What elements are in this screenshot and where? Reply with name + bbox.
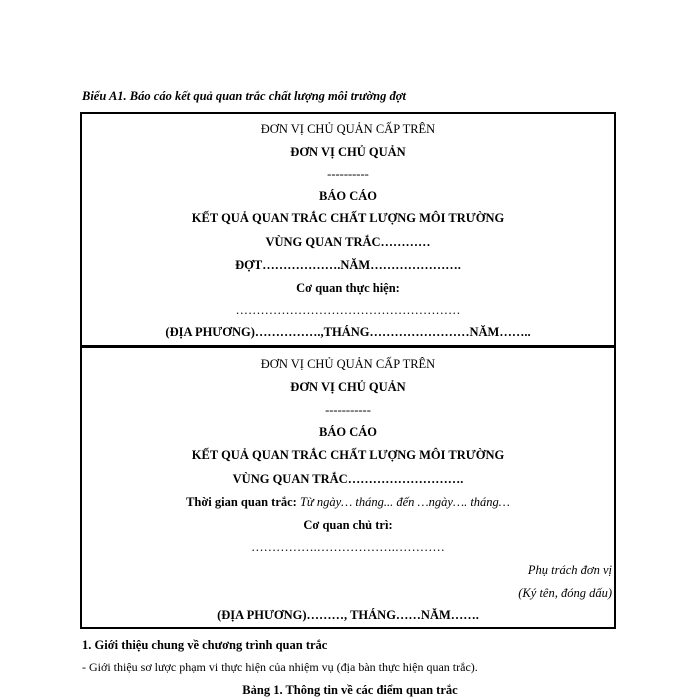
period-year: ĐỢT……………….NĂM…………………. xyxy=(235,258,461,272)
signer-note: (Ký tên, đóng dấu) xyxy=(518,586,612,600)
managing-unit: ĐƠN VỊ CHỦ QUẢN xyxy=(290,380,406,394)
report-title: KẾT QUẢ QUAN TRẮC CHẤT LƯỢNG MÔI TRƯỜNG xyxy=(191,448,505,462)
managing-unit: ĐƠN VỊ CHỦ QUẢN xyxy=(290,145,406,159)
monitoring-time xyxy=(82,494,614,510)
report-label: BÁO CÁO xyxy=(319,189,377,203)
executor-label: Cơ quan thực hiện: xyxy=(296,281,400,295)
place-date: (ĐỊA PHƯƠNG)…………….,THÁNG……………………NĂM…….. xyxy=(165,325,531,339)
section-heading: 1. Giới thiệu chung về chương trình quan trắc xyxy=(82,638,328,652)
report-label: BÁO CÁO xyxy=(319,425,377,439)
lead-agency-label: Cơ quan chủ trì: xyxy=(303,518,393,532)
separator: ----------- xyxy=(325,403,371,417)
monitoring-time-label: Thời gian quan trắc: xyxy=(186,495,297,509)
monitoring-region: VÙNG QUAN TRẮC………… xyxy=(265,235,431,249)
monitoring-region: VÙNG QUAN TRẮC………………………. xyxy=(232,472,464,486)
separator: ---------- xyxy=(327,167,369,181)
monitoring-time-value: Từ ngày… tháng... đến …ngày…. tháng… xyxy=(299,495,510,509)
cover-page-outer xyxy=(80,112,616,348)
parent-unit: ĐƠN VỊ CHỦ QUẢN CẤP TRÊN xyxy=(260,357,436,371)
executor-dots: ……………………………………………… xyxy=(235,303,461,317)
cover-page-inner xyxy=(80,345,616,629)
form-caption: Biểu A1. Báo cáo kết quả quan trắc chất lượng môi trường đợt xyxy=(82,89,406,103)
place-date: (ĐỊA PHƯƠNG)………, THÁNG……NĂM……. xyxy=(217,608,479,622)
signer-title: Phụ trách đơn vị xyxy=(527,563,612,577)
report-title: KẾT QUẢ QUAN TRẮC CHẤT LƯỢNG MÔI TRƯỜNG xyxy=(191,211,505,225)
parent-unit: ĐƠN VỊ CHỦ QUẢN CẤP TRÊN xyxy=(260,122,436,136)
lead-agency-dots: …………….……………….………… xyxy=(251,540,445,554)
table-title: Bảng 1. Thông tin về các điểm quan trắc xyxy=(242,683,458,697)
section-text: - Giới thiệu sơ lược phạm vi thực hiện của nhiệm vụ (địa bàn thực hiện quan trắc). xyxy=(82,660,478,674)
